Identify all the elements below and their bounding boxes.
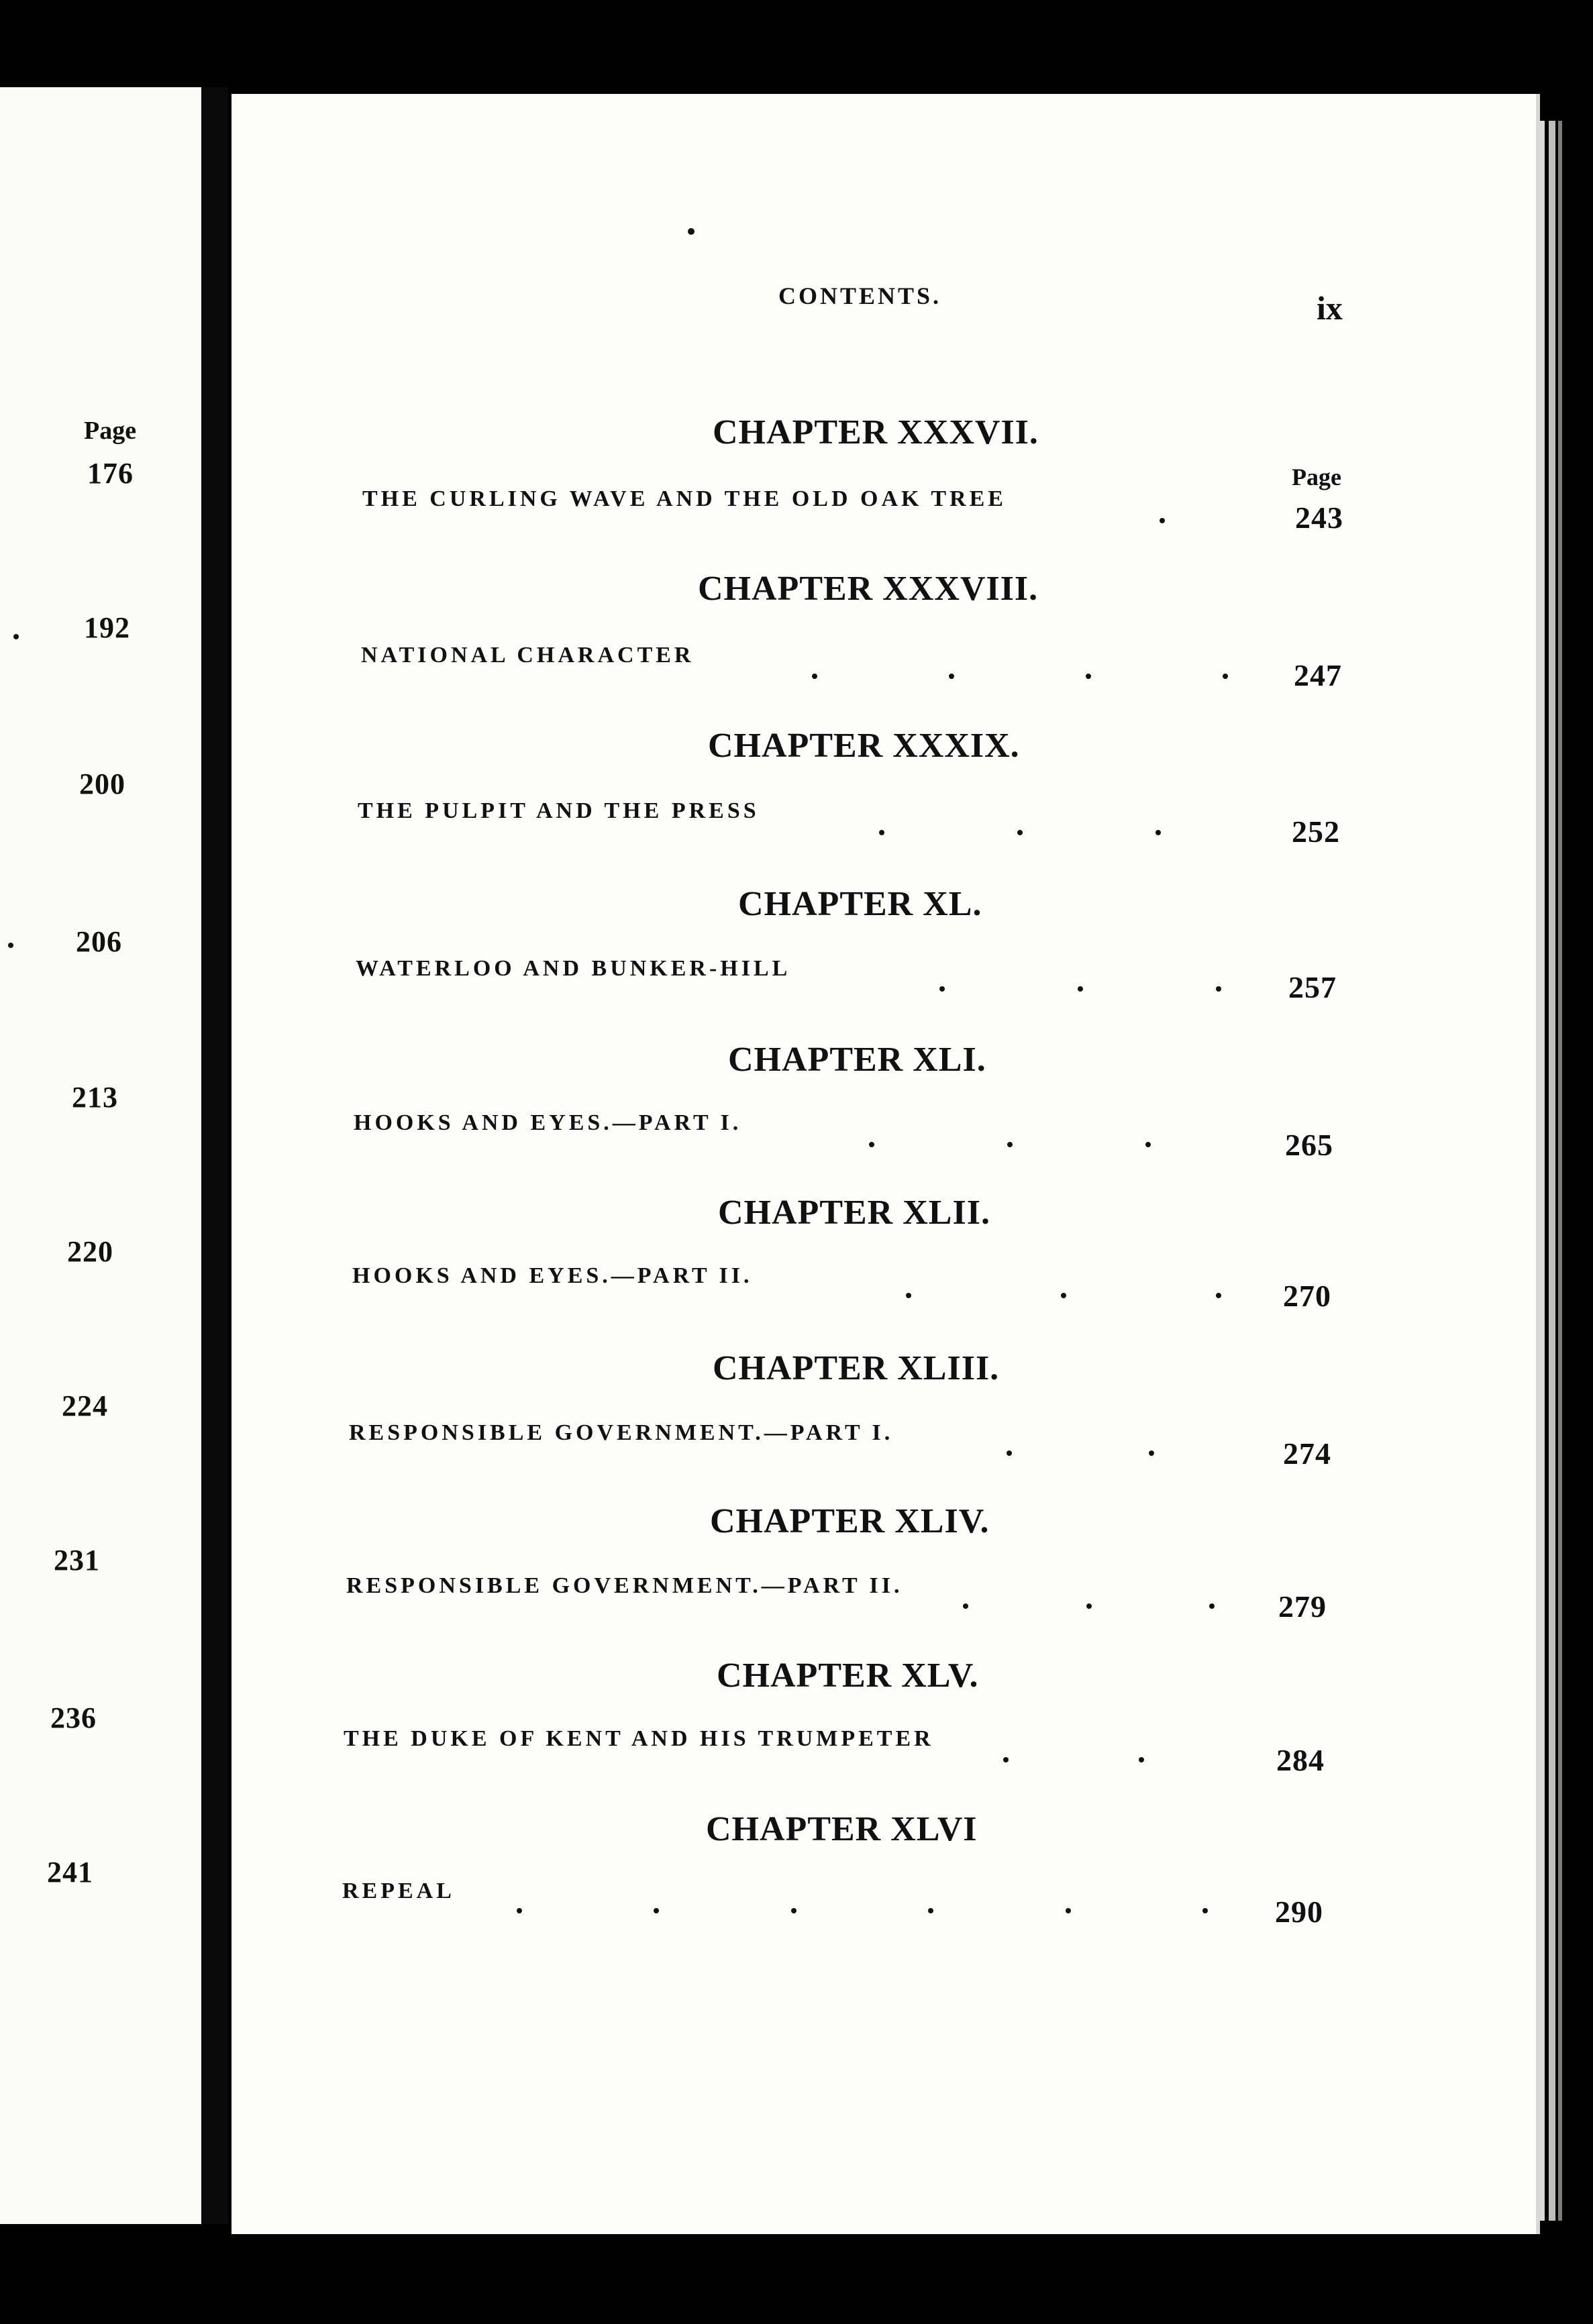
chapter-heading: CHAPTER XXXIX. bbox=[708, 727, 1020, 765]
facing-page-number: 231 bbox=[54, 1544, 100, 1577]
facing-page-number: 236 bbox=[50, 1701, 97, 1734]
chapter-title: HOOKS AND EYES.—PART II. bbox=[352, 1263, 753, 1288]
chapter-heading: CHAPTER XLII. bbox=[718, 1194, 990, 1232]
facing-page-number: 192 bbox=[84, 611, 130, 644]
page-number: 274 bbox=[1283, 1436, 1331, 1471]
facing-page-number: 220 bbox=[67, 1235, 113, 1268]
page-number: 247 bbox=[1294, 658, 1342, 692]
facing-page-number: 213 bbox=[72, 1081, 118, 1114]
chapter-title: THE DUKE OF KENT AND HIS TRUMPETER bbox=[344, 1726, 934, 1751]
leader-dot bbox=[13, 634, 19, 639]
leader-dot bbox=[8, 943, 13, 948]
page-number: 290 bbox=[1275, 1895, 1323, 1929]
dot-leader bbox=[517, 1907, 1208, 1915]
dot-leader bbox=[869, 1141, 1151, 1149]
facing-page-label: Page bbox=[84, 417, 137, 445]
facing-page-number: 224 bbox=[62, 1389, 108, 1422]
chapter-title: RESPONSIBLE GOVERNMENT.—PART II. bbox=[346, 1573, 903, 1598]
chapter-heading: CHAPTER XLV. bbox=[717, 1656, 979, 1695]
page-number: 252 bbox=[1292, 814, 1340, 849]
page-number: 284 bbox=[1276, 1743, 1325, 1777]
chapter-heading: CHAPTER XL. bbox=[738, 885, 982, 923]
page-number: 257 bbox=[1288, 970, 1337, 1004]
chapter-title: THE CURLING WAVE AND THE OLD OAK TREE bbox=[362, 486, 1007, 511]
chapter-title: RESPONSIBLE GOVERNMENT.—PART I. bbox=[349, 1420, 894, 1445]
facing-page bbox=[0, 87, 201, 2224]
facing-page-number: 241 bbox=[47, 1856, 93, 1889]
dot-leader bbox=[879, 829, 1161, 837]
page-edge bbox=[1558, 121, 1562, 2221]
page-number: 270 bbox=[1283, 1279, 1331, 1313]
dot-leader bbox=[1003, 1756, 1144, 1764]
chapter-title: THE PULPIT AND THE PRESS bbox=[358, 798, 760, 823]
dot-leader bbox=[906, 1291, 1221, 1300]
facing-page-number: 200 bbox=[79, 768, 125, 800]
facing-page-number: 176 bbox=[87, 457, 134, 490]
folio: ix bbox=[1317, 289, 1343, 327]
page-number: 265 bbox=[1285, 1128, 1333, 1162]
chapter-title: WATERLOO AND BUNKER-HILL bbox=[356, 956, 791, 981]
page-edge bbox=[1537, 121, 1545, 2221]
page-column-label: Page bbox=[1292, 464, 1341, 490]
chapter-heading: CHAPTER XLI. bbox=[728, 1041, 986, 1079]
chapter-title: NATIONAL CHARACTER bbox=[361, 643, 695, 668]
book-gutter bbox=[201, 87, 228, 2224]
chapter-title: HOOKS AND EYES.—PART I. bbox=[354, 1110, 742, 1135]
ink-speck bbox=[688, 228, 695, 235]
dot-leader bbox=[939, 985, 1221, 993]
chapter-heading: CHAPTER XLIII. bbox=[713, 1349, 1000, 1387]
dot-leader bbox=[1007, 1449, 1154, 1457]
facing-page-number: 206 bbox=[76, 925, 122, 958]
chapter-heading: CHAPTER XXXVIII. bbox=[698, 570, 1039, 608]
page-number: 243 bbox=[1295, 500, 1343, 535]
chapter-heading: CHAPTER XXXVII. bbox=[713, 413, 1039, 452]
dot-leader bbox=[1160, 517, 1168, 525]
running-head: CONTENTS. bbox=[778, 282, 942, 309]
dot-leader bbox=[812, 672, 1228, 680]
chapter-title: REPEAL bbox=[342, 1879, 455, 1903]
page-number: 279 bbox=[1278, 1589, 1327, 1624]
chapter-heading: CHAPTER XLVI bbox=[706, 1810, 978, 1848]
chapter-heading: CHAPTER XLIV. bbox=[710, 1502, 990, 1540]
dot-leader bbox=[963, 1602, 1215, 1610]
page-edge bbox=[1549, 121, 1555, 2221]
